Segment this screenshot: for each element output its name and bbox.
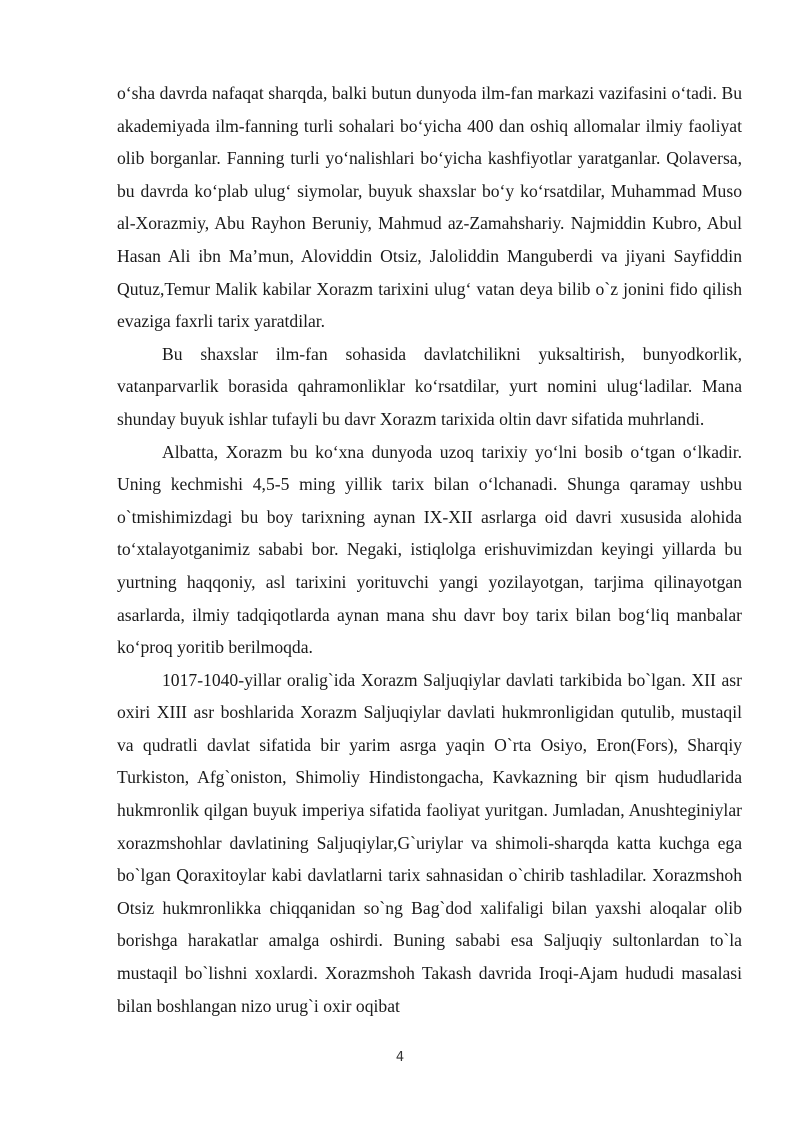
paragraph-3: Albatta, Xorazm bu ko‘xna dunyoda uzoq tarixiy yo‘lni bosib o‘tgan o‘lkadir. Uning kechmishi 4,5-5 ming yillik tarix bilan o‘lchanadi. Shunga qaramay ushbu o`tmishimizdagi bu boy tarixning aynan IX-XII asrlarga oid davri xususida alohida to‘xtalayotganimiz sababi bor. Negaki, istiqlolga erishuvimizdan keyingi yillarda bu yurtning haqqoniy, asl tarixini yorituvchi yangi yozilayotgan, tarjima qilinayotgan asarlarda, ilmiy tadqiqotlarda aynan mana shu davr boy tarix bilan bog‘liq manbalar ko‘proq yoritib berilmoqda. bbox=[117, 441, 742, 658]
paragraph-1: o‘sha davrda nafaqat sharqda, balki butun dunyoda ilm-fan markazi vazifasini o‘tadi. Bu akademiyada ilm-fanning turli sohalari bo‘yicha 400 dan oshiq allomalar ilmiy faoliyat olib borganlar. Fanning turli yo‘nalishlari bo‘yicha kashfiyotlar yaratganlar. Qolaversa, bu davrda ko‘plab ulug‘ siymolar, buyuk shaxslar bo‘y ko‘rsatdilar, Muhammad Muso al-Xorazmiy, Abu Rayhon Beruniy, Mahmud az-Zamahshariy. Najmiddin Kubro, Abul Hasan Ali ibn Ma’mun, Aloviddin Otsiz, Jaloliddin Manguberdi va jiyani Sayfiddin Qutuz,Temur Malik kabilar Xorazm tarixini ulug‘ vatan deya bilib o`z jonini fido qilish evaziga faxrli tarix yaratdilar. bbox=[117, 83, 742, 332]
paragraph-2: Bu shaxslar ilm-fan sohasida davlatchilikni yuksaltirish, bunyodkorlik, vatanparvarlik borasida qahramonliklar ko‘rsatdilar, yurt nomini ulug‘ladilar. Mana shunday buyuk ishlar tufayli bu davr Xorazm tarixida oltin davr sifatida muhrlandi. bbox=[117, 343, 742, 429]
paragraph-4: 1017-1040-yillar oralig`ida Xorazm Saljuqiylar davlati tarkibida bo`lgan. XII asr oxiri XIII asr boshlarida Xorazm Saljuqiylar davlati hukmronligidan qutulib, mustaqil va qudratli davlat sifatida bir yarim asrga yaqin O`rta Osiyo, Eron(Fors), Sharqiy Turkiston, Afg`oniston, Shimoliy Hindistongacha, Kavkazning bir qism hududlarida hukmronlik qilgan buyuk imperiya sifatida faoliyat yuritgan. Jumladan, Anushteginiylar xorazmshohlar davlatining Saljuqiylar,G`uriylar va shimoli-sharqda katta kuchga ega bo`lgan Qoraxitoylar kabi davlatlarni tarix sahnasidan o`chirib tashladilar. Xorazmshoh Otsiz hukmronlikka chiqqanidan so`ng Bag`dod xalifaligi bilan yaxshi aloqalar olib borishga harakatlar amalga oshirdi. Buning sababi esa Saljuqiy sultonlardan to`la mustaqil bo`lishni xoxlardi. Xorazmshoh Takash davrida Iroqi-Ajam hududi masalasi bilan boshlangan nizo urug`i oxir oqibat bbox=[117, 669, 742, 1016]
document-page bbox=[117, 77, 742, 1022]
page-number: 4 bbox=[395, 1050, 405, 1065]
